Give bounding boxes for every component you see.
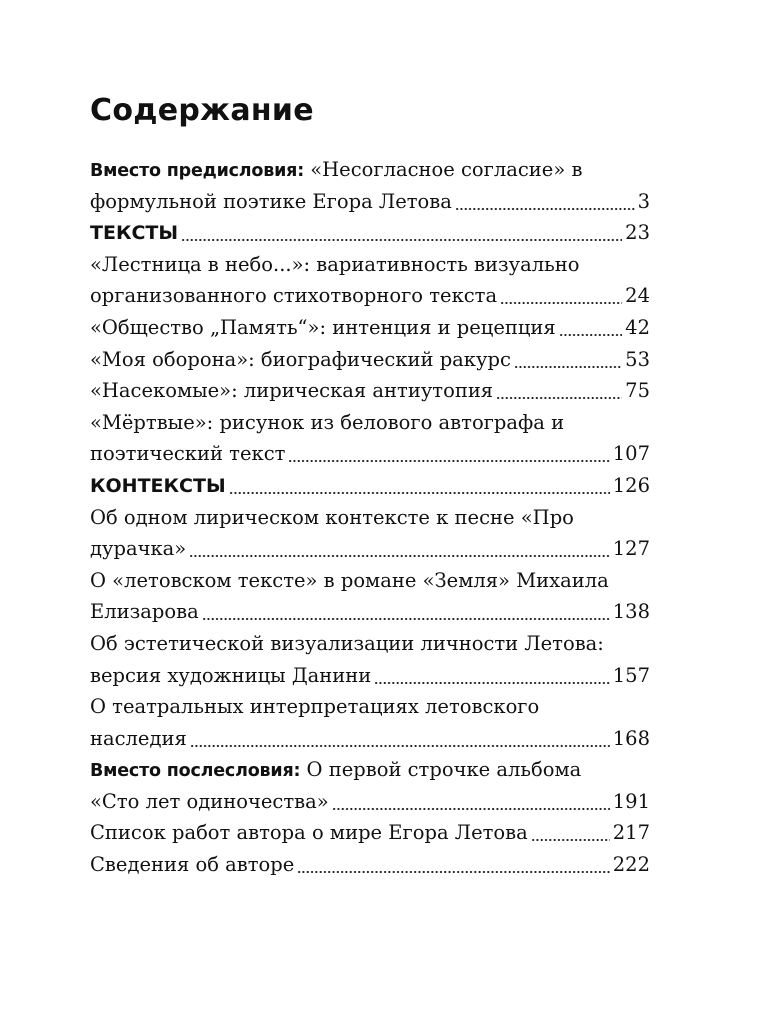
insects-title: «Насекомые»: лирическая антиутопия (90, 379, 494, 403)
dot-leader (514, 344, 622, 376)
toc-entry-theatre-line1 (90, 691, 650, 723)
toc-entry-ladder-line1 (90, 249, 650, 281)
society-title: «Общество „Память“»: интенция и рецепция (90, 315, 556, 339)
dot-leader (181, 217, 622, 249)
page-number: 126 (612, 473, 650, 497)
toc-entry-fool-line1 (90, 502, 650, 534)
page-number: 168 (612, 726, 650, 750)
dot-leader (189, 533, 610, 565)
dot-leader (455, 186, 635, 218)
toc-entry-insects[interactable] (90, 375, 650, 407)
about-title: Сведения об авторе (90, 853, 295, 877)
page-number: 23 (625, 221, 650, 245)
dot-leader (190, 723, 610, 755)
page-number: 42 (625, 315, 650, 339)
dot-leader (559, 312, 622, 344)
dot-leader (229, 470, 610, 502)
afterword-title-line2: «Сто лет одиночества» (90, 789, 329, 813)
toc-section-contexts[interactable] (90, 470, 650, 502)
dot-leader (531, 817, 610, 849)
page-number: 53 (625, 347, 650, 371)
dot-leader (297, 849, 609, 881)
theatre-title-line2: наследия (90, 726, 187, 750)
toc-entry-works[interactable] (90, 817, 650, 849)
toc-section-texts[interactable] (90, 217, 650, 249)
toc-entry-foreword-line1 (90, 154, 650, 186)
page-title: Содержание (90, 93, 314, 128)
toc-entry-about[interactable] (90, 849, 650, 881)
foreword-label: Вместо предисловия: (90, 161, 305, 181)
toc-entry-foreword[interactable] (90, 186, 650, 218)
toc-entry-society[interactable] (90, 312, 650, 344)
page-number: 75 (625, 379, 650, 403)
fool-title-line2: дурачка» (90, 537, 187, 561)
section-title-contexts: КОНТЕКСТЫ (90, 474, 226, 497)
foreword-title-line1: «Несогласное согласие» в (310, 158, 583, 181)
dead-title-line1: «Мёртвые»: рисунок из белового автографа и (90, 410, 565, 434)
dead-title-line2: поэтический текст (90, 442, 286, 466)
dot-leader (202, 596, 610, 628)
earth-title-line2: Елизарова (90, 600, 199, 624)
defense-title: «Моя оборона»: биографический ракурс (90, 347, 511, 371)
table-of-contents (90, 154, 650, 881)
earth-title-line1: О «летовском тексте» в романе «Земля» Михаила (90, 568, 609, 592)
dot-leader (496, 375, 622, 407)
toc-entry-theatre[interactable] (90, 723, 650, 755)
aesthetic-title-line1: Об эстетической визуализации личности Летова: (90, 631, 604, 655)
dot-leader (288, 438, 609, 470)
dot-leader (500, 280, 622, 312)
toc-entry-ladder[interactable] (90, 280, 650, 312)
ladder-title-line2: организованного стихотворного текста (90, 284, 498, 308)
toc-entry-afterword[interactable] (90, 786, 650, 818)
toc-entry-dead-line1 (90, 407, 650, 439)
aesthetic-title-line2: версия художницы Данини (90, 663, 372, 687)
page-number: 3 (637, 189, 650, 213)
page-number: 138 (612, 600, 650, 624)
page-number: 157 (612, 663, 650, 687)
afterword-title-line1: О первой строчке альбома (306, 758, 582, 782)
page-number: 217 (612, 821, 650, 845)
toc-entry-dead[interactable] (90, 438, 650, 470)
page-number: 24 (625, 284, 650, 308)
toc-entry-defense[interactable] (90, 344, 650, 376)
section-title-texts: ТЕКСТЫ (90, 222, 179, 245)
page-number: 222 (612, 853, 650, 877)
page-number: 191 (612, 789, 650, 813)
afterword-label: Вместо послесловия: (90, 761, 301, 782)
toc-entry-earth[interactable] (90, 596, 650, 628)
fool-title-line1: Об одном лирическом контексте к песне «Про (90, 505, 574, 529)
foreword-title-line2: формульной поэтике Егора Летова (90, 189, 452, 213)
page-number: 127 (612, 537, 650, 561)
dot-leader (332, 786, 610, 818)
ladder-title-line1: «Лестница в небо...»: вариативность визуально (90, 252, 580, 276)
toc-entry-aesthetic[interactable] (90, 660, 650, 692)
works-title: Список работ автора о мире Егора Летова (90, 821, 528, 845)
dot-leader (374, 660, 609, 692)
toc-entry-aesthetic-line1 (90, 628, 650, 660)
theatre-title-line1: О театральных интерпретациях летовского (90, 695, 540, 719)
page-number: 107 (612, 442, 650, 466)
toc-entry-afterword-line1 (90, 754, 650, 786)
toc-entry-fool[interactable] (90, 533, 650, 565)
toc-entry-earth-line1 (90, 565, 650, 597)
